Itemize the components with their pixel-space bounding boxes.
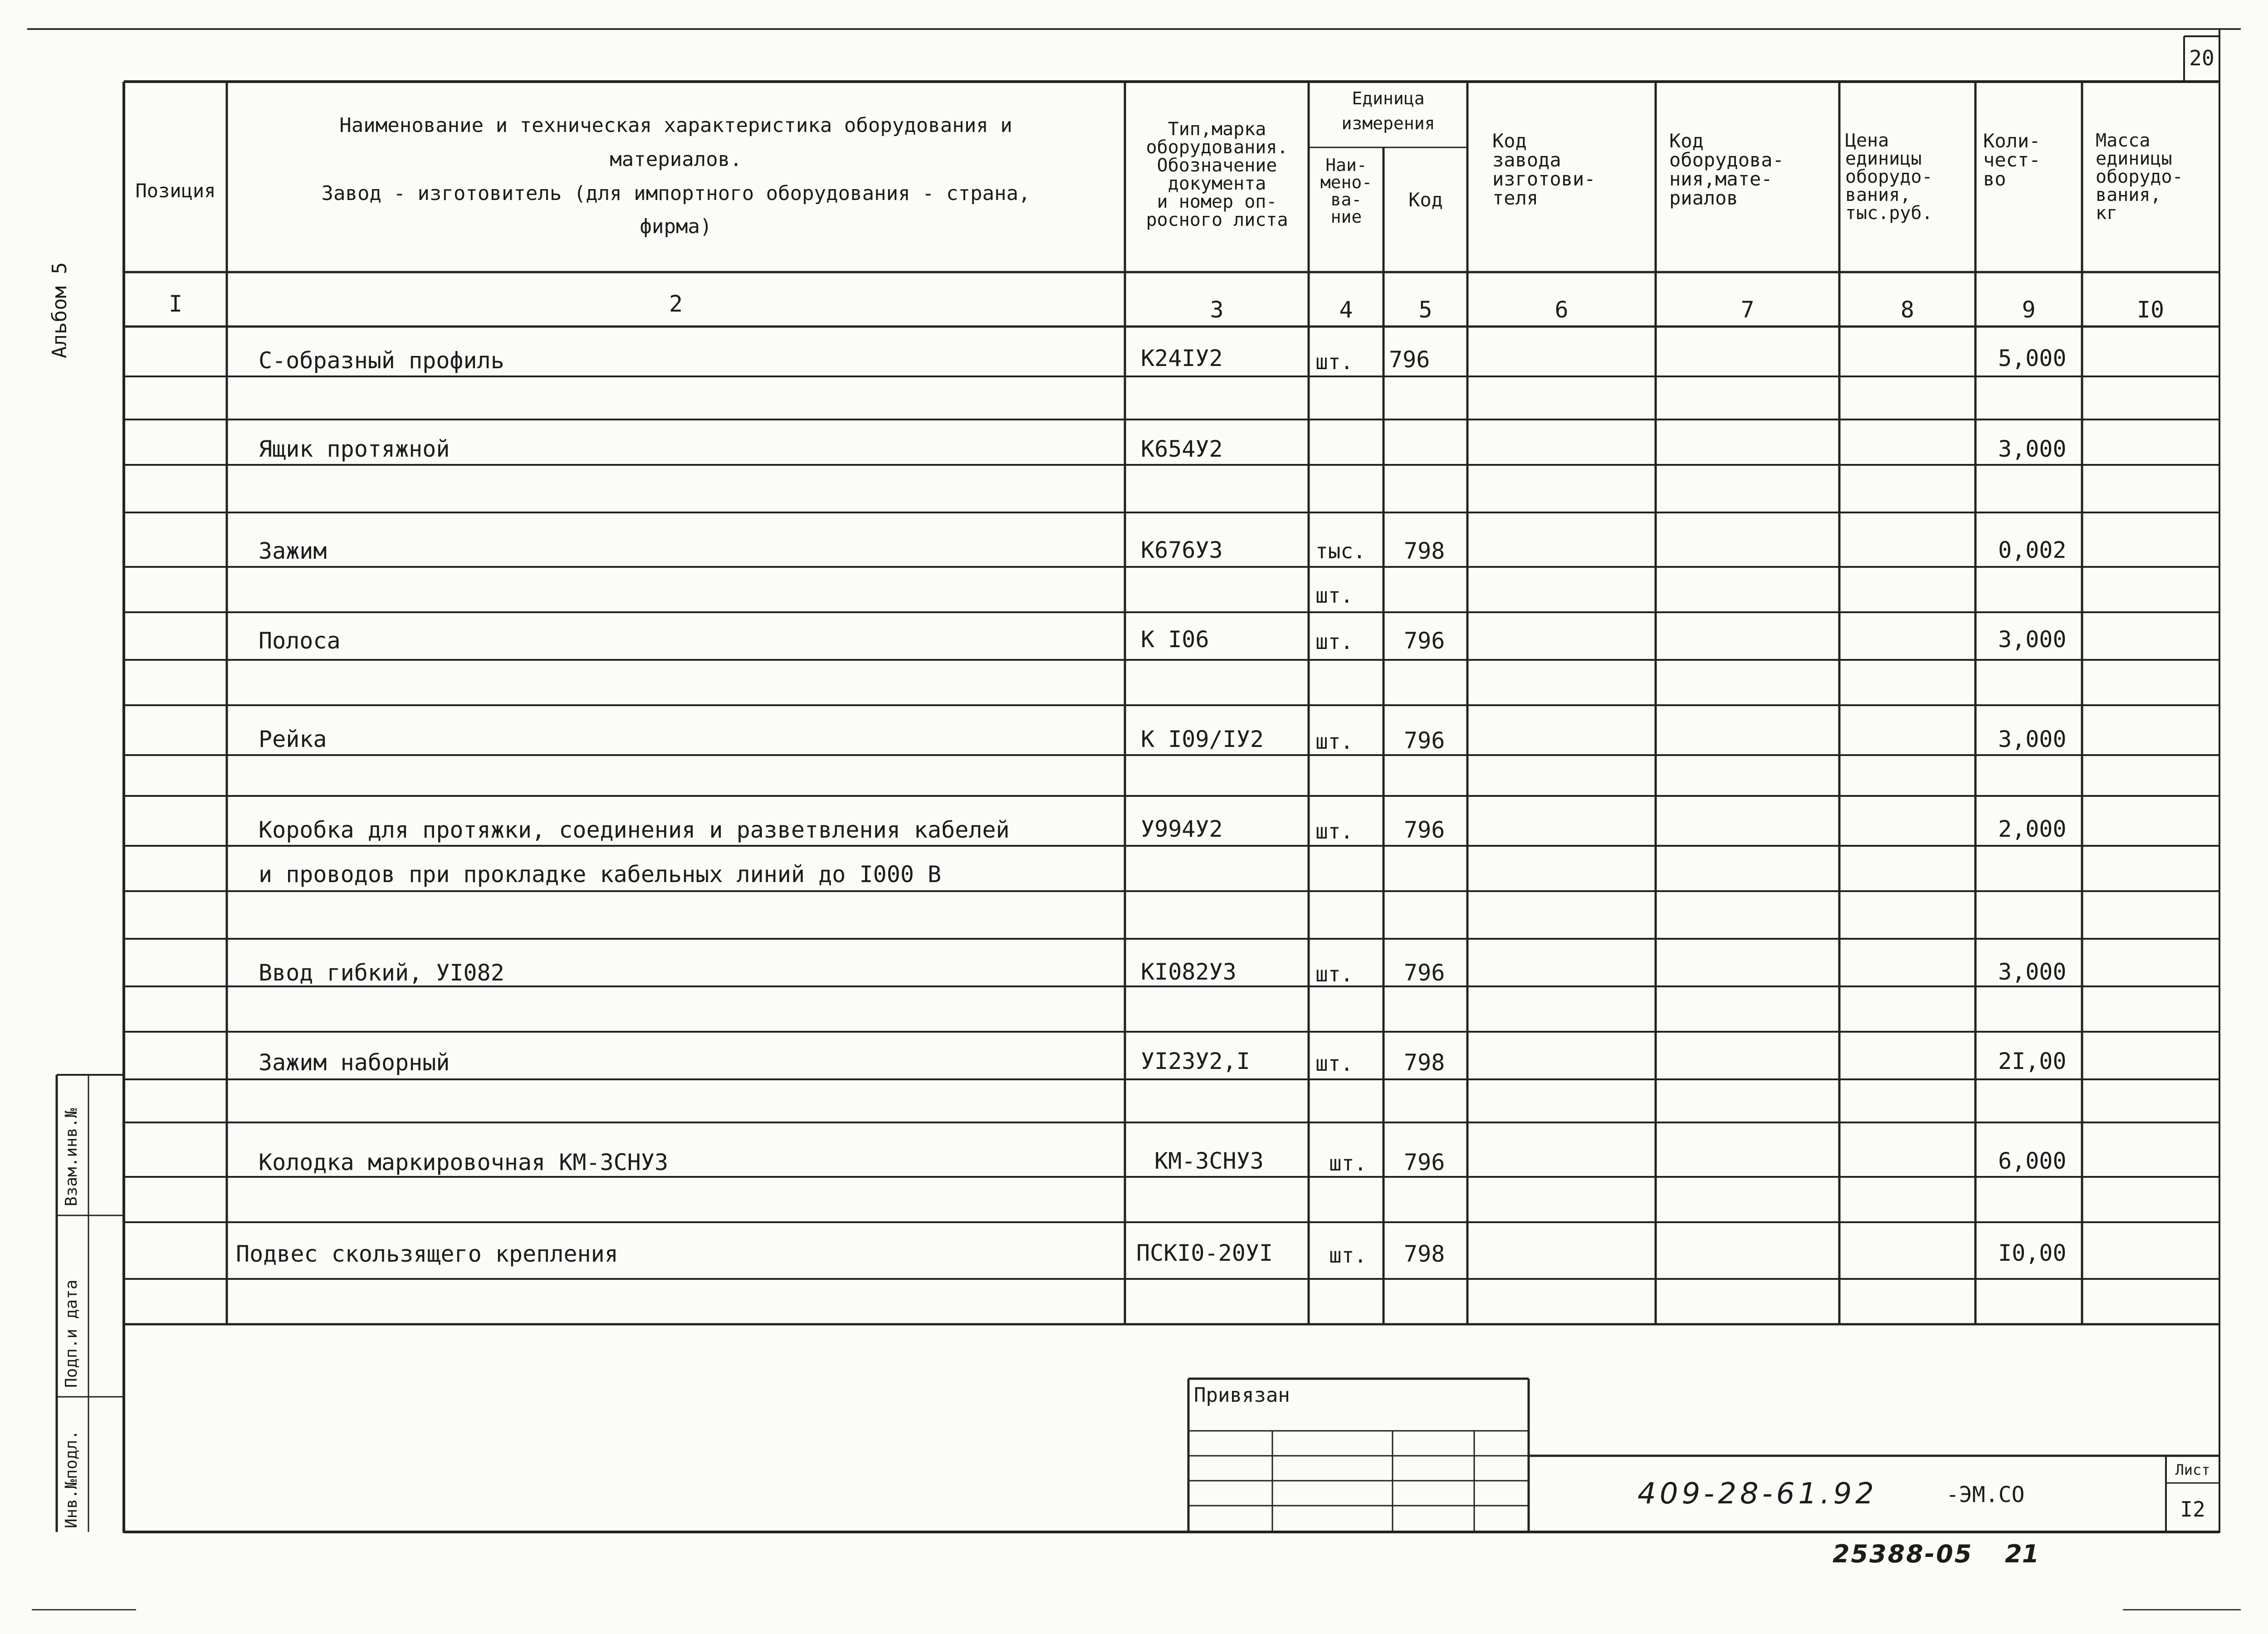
colnum-9: 9 bbox=[2022, 297, 2036, 323]
row8-unit: шт. bbox=[1315, 1051, 1354, 1076]
header-unit-group: Единица измерения bbox=[1341, 88, 1435, 134]
header-name-line4: фирма) bbox=[640, 215, 712, 238]
row1-qty: 5,000 bbox=[1998, 345, 2067, 371]
side-stamp-replace-inv: Взам.инв.№ bbox=[62, 1108, 81, 1206]
row3-qty: 0,002 bbox=[1998, 537, 2067, 563]
row6-code: 796 bbox=[1404, 817, 1445, 843]
row7-code: 796 bbox=[1404, 960, 1445, 986]
header-unit-name: Наи- мено- ва- ние bbox=[1320, 155, 1373, 227]
row2-name: Ящик протяжной bbox=[259, 436, 450, 462]
row4-type: К I06 bbox=[1141, 626, 1209, 653]
sheet-label: Лист bbox=[2175, 1461, 2210, 1478]
row6-qty: 2,000 bbox=[1998, 816, 2067, 842]
colnum-8: 8 bbox=[1900, 297, 1915, 323]
colnum-10: I0 bbox=[2136, 297, 2165, 323]
row7-type: КI082У3 bbox=[1141, 959, 1237, 985]
row2-type: К654У2 bbox=[1141, 436, 1223, 462]
row9-name: Колодка маркировочная КМ-3СНУ3 bbox=[259, 1149, 669, 1176]
row6-type: У994У2 bbox=[1141, 816, 1223, 842]
row5-name: Рейка bbox=[259, 726, 327, 752]
row10-name: Подвес скользящего крепления bbox=[236, 1241, 618, 1267]
row1-unit: шт. bbox=[1315, 350, 1354, 374]
colnum-4: 4 bbox=[1339, 297, 1353, 323]
row4-unit: шт. bbox=[1315, 629, 1354, 654]
row10-qty: I0,00 bbox=[1998, 1240, 2067, 1266]
row6-name2: и проводов при прокладке кабельных линий до I000 В bbox=[259, 861, 942, 888]
sheet-number: I2 bbox=[2180, 1497, 2205, 1522]
album-label: Альбом 5 bbox=[48, 262, 71, 358]
row6-name: Коробка для протяжки, соединения и разветвления кабелей bbox=[259, 817, 1010, 843]
row1-type: К24IУ2 bbox=[1141, 345, 1223, 371]
row4-code: 796 bbox=[1404, 628, 1445, 654]
page-number: 20 bbox=[2189, 46, 2214, 70]
row5-type: К I09/IУ2 bbox=[1141, 726, 1264, 752]
header-name-line2: материалов. bbox=[610, 148, 742, 171]
side-stamp-inv-no: Инв.№подл. bbox=[62, 1430, 81, 1528]
row7-name: Ввод гибкий, УI082 bbox=[259, 960, 504, 986]
bottom-stamp: 25388-05 bbox=[1833, 1540, 1973, 1568]
row6-unit: шт. bbox=[1315, 819, 1354, 844]
row9-type: КМ-3СНУ3 bbox=[1154, 1148, 1264, 1174]
row10-unit: шт. bbox=[1329, 1243, 1367, 1268]
row3-unit: тыс. bbox=[1315, 539, 1366, 563]
header-price: Цена единицы оборудо- вания, тыс.руб. bbox=[1845, 130, 1933, 224]
colnum-7: 7 bbox=[1740, 297, 1755, 323]
row3-unit2: шт. bbox=[1315, 583, 1354, 608]
bound-label: Привязан bbox=[1194, 1384, 1290, 1407]
header-equip-code: Код оборудова- ния,мате- риалов bbox=[1669, 130, 1784, 209]
header-name-line1: Наименование и техническая характеристика оборудования и bbox=[339, 114, 1012, 137]
row9-qty: 6,000 bbox=[1998, 1148, 2067, 1174]
row10-type: ПСКI0-20УI bbox=[1136, 1240, 1273, 1266]
colnum-2: 2 bbox=[669, 291, 683, 317]
row8-type: УI23У2,I bbox=[1141, 1048, 1250, 1074]
row8-qty: 2I,00 bbox=[1998, 1048, 2067, 1074]
header-type: Тип,марка оборудования. Обозначение документа и номер оп- росного листа bbox=[1146, 119, 1288, 230]
header-qty: Коли- чест- во bbox=[1983, 130, 2041, 190]
document-suffix: -ЭМ.СО bbox=[1946, 1482, 2025, 1507]
header-name-line3: Завод - изготовитель (для импортного оборудования - страна, bbox=[321, 182, 1031, 205]
header-maker-code: Код завода изготови- теля bbox=[1492, 130, 1596, 209]
row1-name: С-образный профиль bbox=[259, 347, 504, 374]
header-mass: Масса единицы оборудо- вания, кг bbox=[2096, 130, 2183, 224]
row8-code: 798 bbox=[1404, 1049, 1445, 1076]
row4-name: Полоса bbox=[259, 628, 341, 654]
row9-unit: шт. bbox=[1329, 1151, 1367, 1176]
colnum-6: 6 bbox=[1554, 297, 1569, 323]
row4-qty: 3,000 bbox=[1998, 626, 2067, 653]
row10-code: 798 bbox=[1404, 1241, 1445, 1267]
header-position: Позиция bbox=[135, 180, 216, 202]
row3-type: К676У3 bbox=[1141, 537, 1223, 563]
bottom-stamp-page: 21 bbox=[2005, 1540, 2039, 1568]
row1-code: 796 bbox=[1389, 346, 1430, 373]
row3-name: Зажим bbox=[259, 538, 327, 564]
colnum-5: 5 bbox=[1418, 297, 1432, 323]
row8-name: Зажим наборный bbox=[259, 1049, 450, 1076]
row5-unit: шт. bbox=[1315, 729, 1354, 754]
side-stamp-sign-date: Подп.и дата bbox=[62, 1279, 81, 1388]
header-unit-code: Код bbox=[1408, 189, 1443, 211]
row9-code: 796 bbox=[1404, 1149, 1445, 1176]
colnum-1: I bbox=[168, 291, 183, 317]
row3-code: 798 bbox=[1404, 538, 1445, 564]
document-code: 409-28-61.92 bbox=[1637, 1477, 1877, 1511]
row2-qty: 3,000 bbox=[1998, 436, 2067, 462]
row7-unit: шт. bbox=[1315, 962, 1354, 986]
colnum-3: 3 bbox=[1210, 297, 1224, 323]
row5-code: 796 bbox=[1404, 727, 1445, 754]
row5-qty: 3,000 bbox=[1998, 726, 2067, 752]
row7-qty: 3,000 bbox=[1998, 959, 2067, 985]
